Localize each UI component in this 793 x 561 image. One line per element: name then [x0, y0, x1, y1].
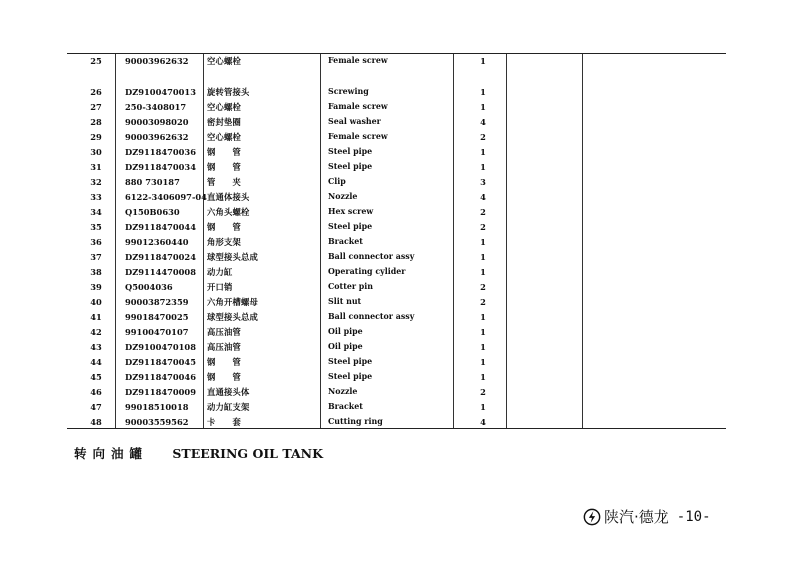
quantity: 1 [480, 252, 486, 262]
table-row [67, 190, 726, 205]
table-row [67, 385, 726, 400]
item-number: 31 [90, 162, 102, 172]
quantity: 1 [480, 312, 486, 322]
item-number: 45 [90, 372, 102, 382]
item-number: 34 [90, 207, 102, 217]
quantity: 4 [480, 417, 486, 427]
part-code: 99018470025 [125, 312, 189, 322]
part-name-en: Cotter pin [328, 282, 374, 291]
quantity: 1 [480, 162, 486, 172]
part-code: 90003559562 [125, 417, 189, 427]
footer-brand [583, 506, 711, 527]
part-name-en: Slit nut [328, 297, 362, 306]
quantity: 1 [480, 372, 486, 382]
quantity: 1 [480, 357, 486, 367]
part-name-en: Steel pipe [328, 372, 373, 381]
table-row [67, 265, 726, 280]
quantity: 1 [480, 56, 486, 66]
table-row [67, 85, 726, 100]
quantity: 2 [480, 297, 486, 307]
item-number: 44 [90, 357, 102, 367]
part-name-en: Steel pipe [328, 222, 373, 231]
part-code: DZ9100470108 [125, 342, 196, 352]
quantity: 1 [480, 102, 486, 112]
quantity: 3 [480, 177, 486, 187]
part-name-cn: 钢 管 [207, 147, 241, 157]
part-name-en: Nozzle [328, 387, 358, 396]
quantity: 2 [480, 222, 486, 232]
part-name-en: Female screw [328, 132, 388, 141]
page-number: -10- [676, 508, 711, 525]
part-name-cn: 钢 管 [207, 357, 241, 367]
part-code: 90003872359 [125, 297, 189, 307]
item-number: 38 [90, 267, 102, 277]
item-number: 32 [90, 177, 102, 187]
part-code: DZ9114470008 [125, 267, 196, 277]
table-row [67, 220, 726, 235]
part-name-en: Female screw [328, 56, 388, 65]
part-name-en: Steel pipe [328, 357, 373, 366]
parts-table [67, 53, 726, 429]
quantity: 1 [480, 147, 486, 157]
part-name-cn: 直通接头体 [207, 387, 250, 397]
part-code: 250-3408017 [125, 102, 187, 112]
part-code: DZ9118470046 [125, 372, 196, 382]
item-number: 42 [90, 327, 102, 337]
part-name-en: Oil pipe [328, 327, 363, 336]
section-title-en: STEERING OIL TANK [172, 446, 323, 461]
item-number: 48 [90, 417, 102, 427]
item-number: 46 [90, 387, 102, 397]
table-row [67, 175, 726, 190]
table-row [67, 355, 726, 370]
part-code: DZ9118470044 [125, 222, 196, 232]
part-name-cn: 钢 管 [207, 372, 241, 382]
part-name-en: Oil pipe [328, 342, 363, 351]
table-row [67, 145, 726, 160]
item-number: 33 [90, 192, 102, 202]
shacman-logo-icon [583, 508, 601, 526]
section-title [74, 444, 323, 462]
table-row [67, 370, 726, 385]
item-number: 28 [90, 117, 102, 127]
part-name-en: Bracket [328, 237, 363, 246]
item-number: 26 [90, 87, 102, 97]
item-number: 41 [90, 312, 102, 322]
part-code: Q5004036 [125, 282, 173, 292]
part-name-en: Ball connector assy [328, 252, 415, 261]
part-name-cn: 空心螺栓 [207, 132, 241, 142]
part-name-en: Cutting ring [328, 417, 383, 426]
part-code: 99018510018 [125, 402, 189, 412]
quantity: 2 [480, 132, 486, 142]
table-row [67, 325, 726, 340]
part-code: 90003098020 [125, 117, 189, 127]
item-number: 27 [90, 102, 102, 112]
part-code: DZ9100470013 [125, 87, 196, 97]
table-row [67, 340, 726, 355]
table-row [67, 130, 726, 145]
part-name-en: Seal washer [328, 117, 381, 126]
part-code: DZ9118470045 [125, 357, 196, 367]
part-name-en: Famale screw [328, 102, 388, 111]
part-code: DZ9118470034 [125, 162, 196, 172]
table-row [67, 54, 726, 69]
quantity: 1 [480, 237, 486, 247]
table-row [67, 295, 726, 310]
part-name-cn: 密封垫圈 [207, 117, 241, 127]
part-name-en: Hex screw [328, 207, 374, 216]
quantity: 1 [480, 402, 486, 412]
item-number: 35 [90, 222, 102, 232]
part-name-en: Steel pipe [328, 162, 373, 171]
table-row [67, 400, 726, 415]
quantity: 2 [480, 207, 486, 217]
item-number: 43 [90, 342, 102, 352]
part-name-cn: 钢 管 [207, 222, 241, 232]
part-name-cn: 空心螺栓 [207, 102, 241, 112]
part-name-en: Nozzle [328, 192, 358, 201]
table-row [67, 100, 726, 115]
part-name-cn: 六角头螺栓 [207, 207, 250, 217]
quantity: 1 [480, 327, 486, 337]
part-name-en: Bracket [328, 402, 363, 411]
part-code: 99012360440 [125, 237, 189, 247]
item-number: 29 [90, 132, 102, 142]
quantity: 2 [480, 387, 486, 397]
part-name-cn: 空心螺栓 [207, 56, 241, 66]
part-code: 90003962632 [125, 132, 189, 142]
part-name-cn: 开口销 [207, 282, 233, 292]
part-name-en: Steel pipe [328, 147, 373, 156]
part-code: DZ9118470009 [125, 387, 196, 397]
part-name-cn: 管 夹 [207, 177, 241, 187]
part-name-cn: 动力缸支架 [207, 402, 250, 412]
part-code: Q150B0630 [125, 207, 180, 217]
part-code: 99100470107 [125, 327, 189, 337]
table-row [67, 280, 726, 295]
part-name-cn: 球型接头总成 [207, 252, 258, 262]
part-name-en: Screwing [328, 87, 369, 96]
brand-name: 陕汽·德龙 [604, 508, 669, 526]
table-row [67, 205, 726, 220]
table-row [67, 250, 726, 265]
item-number: 39 [90, 282, 102, 292]
part-name-cn: 角形支架 [207, 237, 241, 247]
item-number: 37 [90, 252, 102, 262]
part-name-cn: 六角开槽螺母 [207, 297, 258, 307]
item-number: 36 [90, 237, 102, 247]
part-name-cn: 直通体接头 [207, 192, 250, 202]
item-number: 47 [90, 402, 102, 412]
part-name-cn: 动力缸 [207, 267, 233, 277]
quantity: 4 [480, 117, 486, 127]
part-name-en: Ball connector assy [328, 312, 415, 321]
part-name-cn: 球型接头总成 [207, 312, 258, 322]
part-code: 880 730187 [125, 177, 180, 187]
part-name-cn: 高压油管 [207, 342, 241, 352]
part-code: 90003962632 [125, 56, 189, 66]
section-title-cn: 转向油罐 [74, 446, 149, 461]
part-name-en: Operating cylider [328, 267, 406, 276]
quantity: 2 [480, 282, 486, 292]
item-number: 40 [90, 297, 102, 307]
item-number: 25 [90, 56, 102, 66]
part-name-cn: 钢 管 [207, 162, 241, 172]
quantity: 4 [480, 192, 486, 202]
part-code: DZ9118470024 [125, 252, 196, 262]
table-row [67, 310, 726, 325]
table-row [67, 160, 726, 175]
table-row [67, 115, 726, 130]
part-code: DZ9118470036 [125, 147, 196, 157]
part-name-en: Clip [328, 177, 346, 186]
table-row [67, 235, 726, 250]
quantity: 1 [480, 87, 486, 97]
table-row [67, 415, 726, 430]
item-number: 30 [90, 147, 102, 157]
part-name-cn: 卡 套 [207, 417, 241, 427]
part-code: 6122-3406097-04 [125, 192, 207, 202]
part-name-cn: 高压油管 [207, 327, 241, 337]
quantity: 1 [480, 267, 486, 277]
part-name-cn: 旋转管接头 [207, 87, 250, 97]
quantity: 1 [480, 342, 486, 352]
